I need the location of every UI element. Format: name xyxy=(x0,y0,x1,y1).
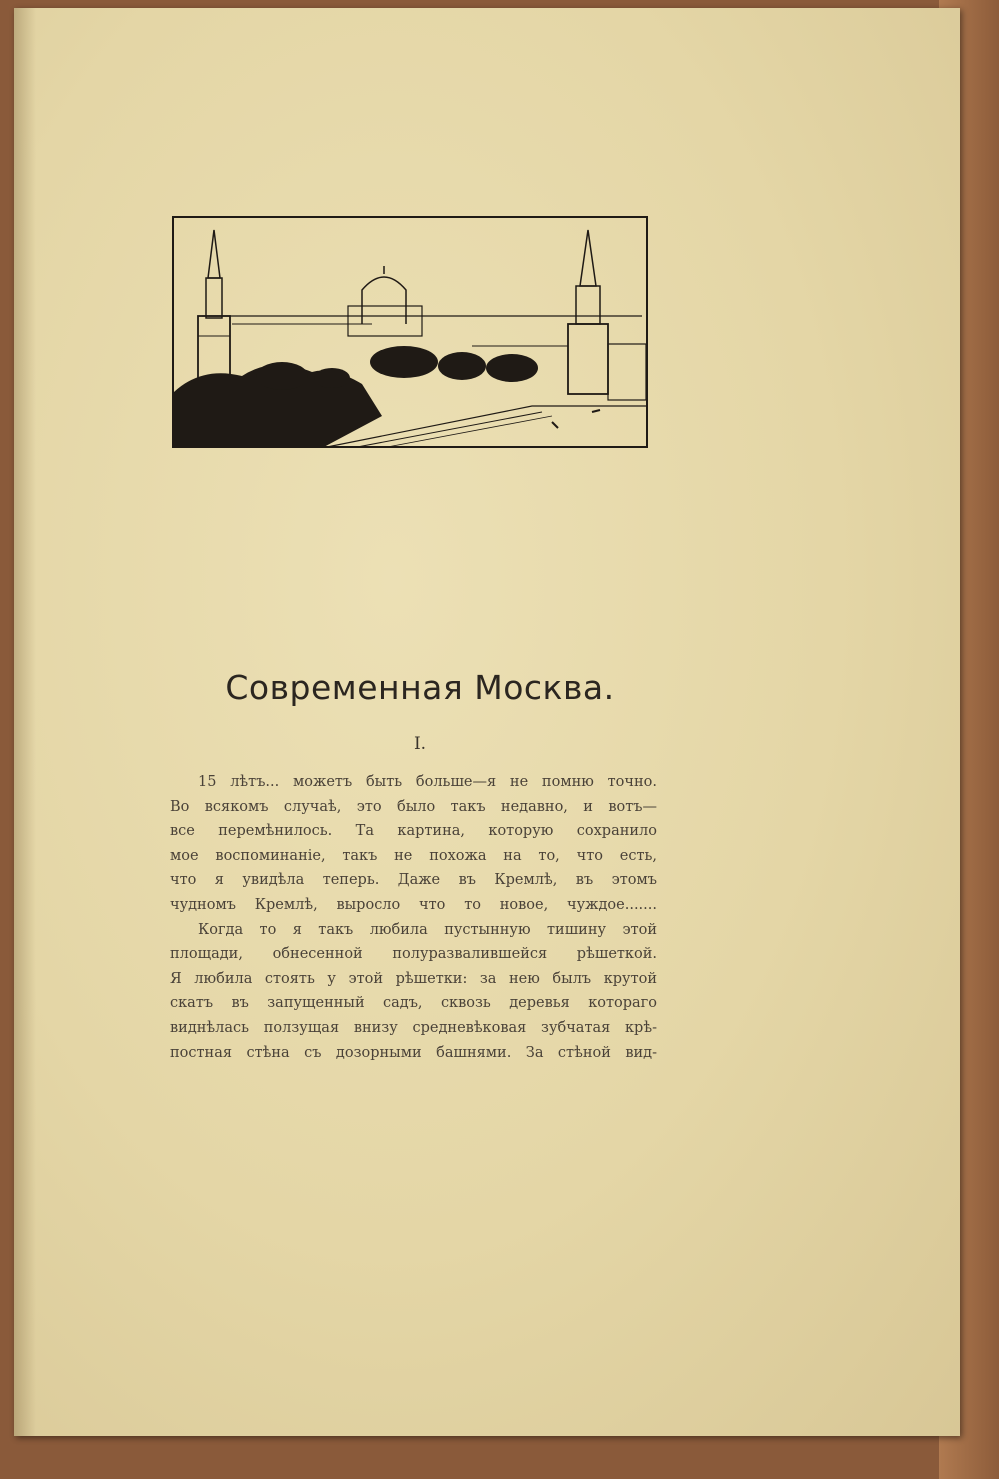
text-line: постная стѣна съ дозорными башнями. За стѣной вид- xyxy=(170,1044,657,1061)
text-line: 15 лѣтъ... можетъ быть больше—я не помню точно. xyxy=(198,774,657,790)
text-line: Во всякомъ случаѣ, это было такъ недавно, и вотъ— xyxy=(170,798,657,815)
kremlin-illustration xyxy=(172,216,648,448)
text-line: виднѣлась ползущая внизу средневѣковая зубчатая крѣ- xyxy=(170,1019,657,1036)
page-title: Современная Москва. xyxy=(225,668,615,707)
text-line: мое воспоминаніе, такъ не похожа на то, что есть, xyxy=(170,847,657,864)
text-line: площади, обнесенной полуразвалившейся рѣшеткой. xyxy=(170,946,657,963)
text-line: чудномъ Кремлѣ, выросло что то новое, чуждое....... xyxy=(170,896,657,913)
text-line: все перемѣнилось. Та картина, которую сохранило xyxy=(170,823,657,840)
text-line: скатъ въ запущенный садъ, сквозь деревья котораго xyxy=(170,995,657,1012)
text-line: Я любила стоять у этой рѣшетки: за нею былъ крутой xyxy=(170,970,657,987)
text-line: Когда то я такъ любила пустынную тишину этой xyxy=(198,921,657,938)
page-gutter-shadow xyxy=(14,8,36,1436)
text-line: что я увидѣла теперь. Даже въ Кремлѣ, въ этомъ xyxy=(170,872,657,889)
body-text xyxy=(170,770,657,1065)
chapter-number: I. xyxy=(413,734,427,754)
